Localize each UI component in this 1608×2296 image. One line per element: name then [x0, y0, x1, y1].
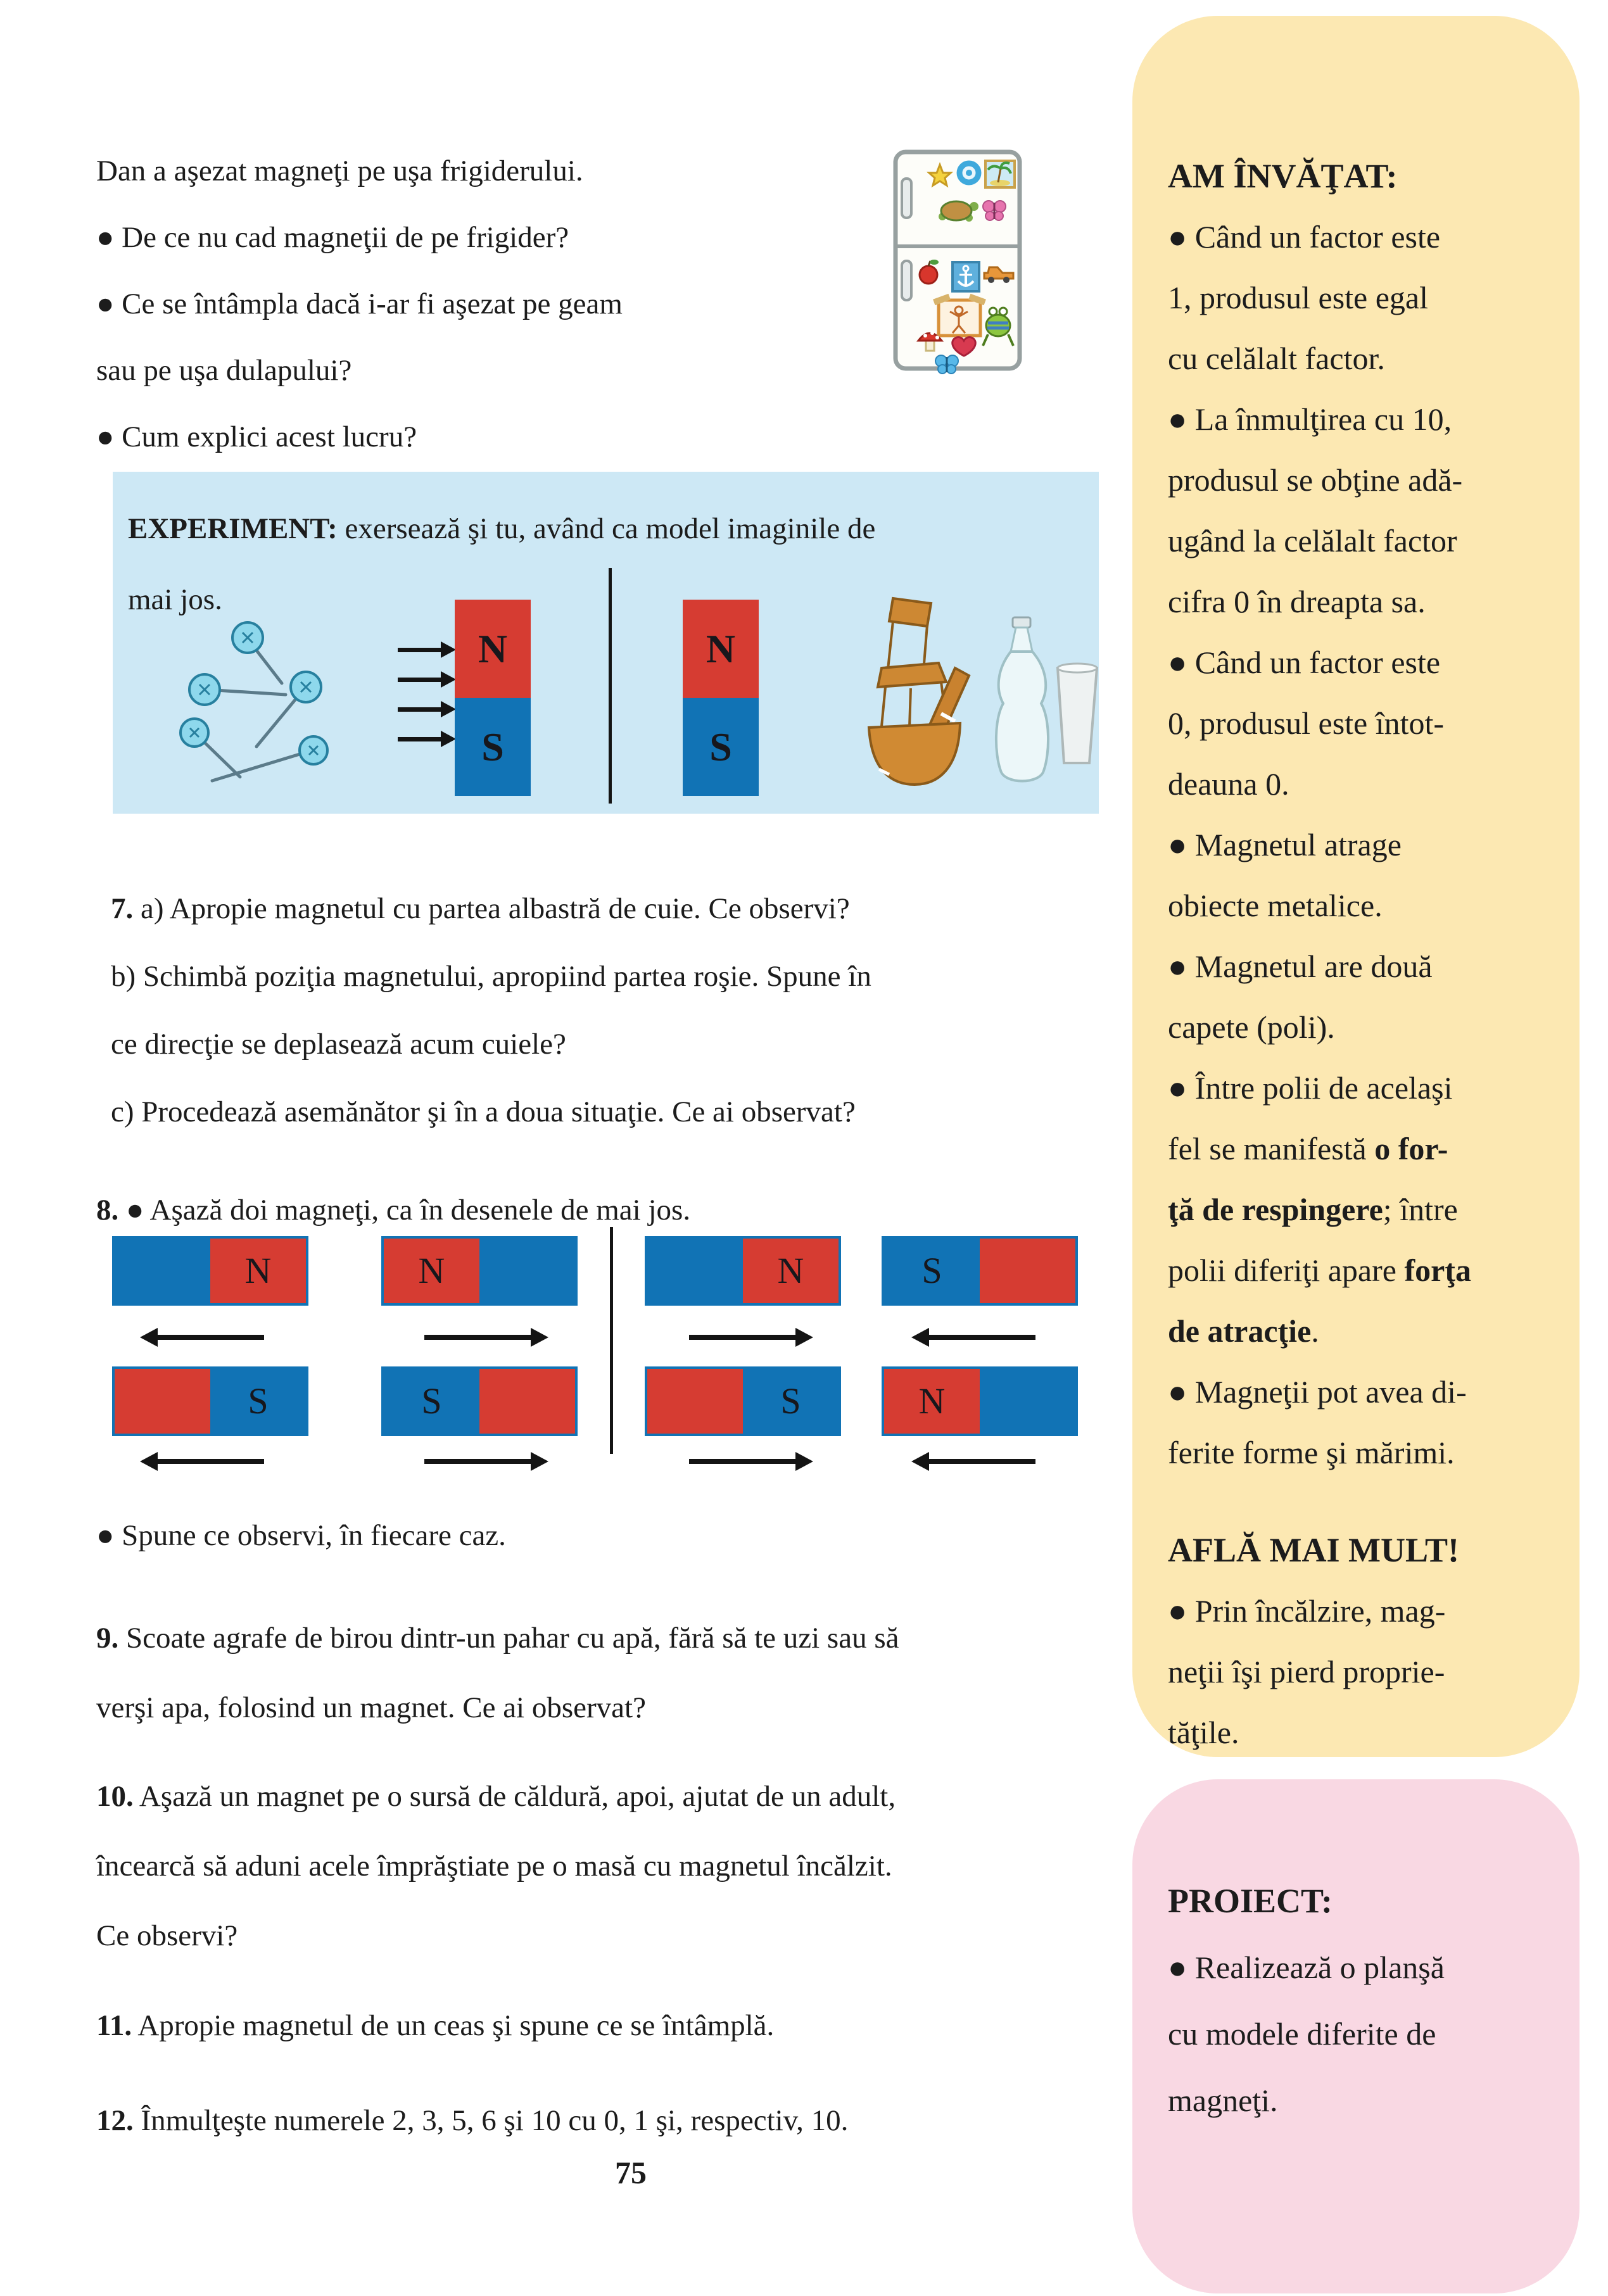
text-line: ce direcţie se deplasează acum cuiele? [111, 1028, 566, 1061]
question-12 [96, 2086, 848, 2155]
text-line: Dan a aşezat magneţi pe uşa frigiderului. [96, 155, 583, 187]
experiment-box [113, 472, 1099, 814]
drawing-pins-illustration [179, 612, 398, 793]
find-out-title: AFLĂ MAI MULT! [1168, 1531, 1460, 1569]
question-7 [111, 875, 871, 1146]
blue-pole-half [479, 1239, 575, 1303]
text-line: ● Ce se întâmpla dacă i-ar fi aşezat pe geam [96, 287, 623, 320]
pole-label: N [478, 626, 508, 671]
text-line: magneţi. [1168, 2083, 1278, 2118]
pole-label: S [780, 1380, 801, 1422]
red-pole-half [115, 1369, 210, 1434]
question-8 [96, 1176, 690, 1244]
arrow-left-icon [156, 1459, 264, 1464]
bar-magnet-vertical [455, 600, 531, 796]
question-9 [96, 1603, 899, 1743]
blue-pole-half [647, 1239, 743, 1303]
blue-pole-half [210, 1369, 306, 1434]
household-objects-illustration [860, 593, 1101, 805]
text-line: 1, produsul este egal [1168, 280, 1429, 315]
bar-magnet [112, 1236, 308, 1306]
arrow-right-icon [424, 1459, 532, 1464]
pole-label: N [418, 1250, 445, 1291]
bar-magnet [882, 1366, 1078, 1436]
arrow-right-icon [689, 1335, 797, 1340]
text-line: neţii îşi pierd proprie- [1168, 1654, 1445, 1689]
arrow-right-icon [398, 678, 442, 682]
project-lines [1168, 1934, 1552, 2134]
text-line: ● La înmulţirea cu 10, [1168, 401, 1452, 437]
arrow-right-icon [424, 1335, 532, 1340]
text-line: Ce observi? [96, 1919, 238, 1952]
text-line: capete (poli). [1168, 1009, 1335, 1045]
blue-pole-half [980, 1369, 1075, 1434]
blue-pole-half [743, 1369, 839, 1434]
text-line: ferite forme şi mărimi. [1168, 1435, 1455, 1470]
plastic-bottle-icon [996, 617, 1048, 781]
text-line: ● Prin încălzire, mag- [1168, 1593, 1446, 1629]
text-line: cu celălalt factor. [1168, 341, 1385, 376]
text-line: verşi apa, folosind un magnet. Ce ai observat? [96, 1691, 646, 1724]
arrow-right-icon [398, 648, 442, 652]
pole-label: N [918, 1380, 946, 1422]
text-line: cifra 0 în dreapta sa. [1168, 584, 1426, 619]
text-line: 12. Înmulţeşte numerele 2, 3, 5, 6 şi 10 cu 0, 1 şi, respectiv, 10. [96, 2104, 849, 2137]
pole-label: S [481, 724, 504, 769]
text-line: ● De ce nu cad magneţii de pe frigider? [96, 221, 569, 254]
text-line: fel se manifestă o for- [1168, 1131, 1448, 1166]
arrow-right-icon [689, 1459, 797, 1464]
blue-butterfly-magnet-icon [935, 355, 958, 374]
pole-label: S [248, 1380, 269, 1422]
divider-line [610, 1227, 613, 1454]
pole-label: N [777, 1250, 804, 1291]
text-line: ● Magnetul are două [1168, 949, 1433, 984]
arrow-right-icon [398, 737, 442, 741]
bar-magnet [112, 1366, 308, 1436]
observe-note [96, 1502, 506, 1570]
south-pole [683, 698, 759, 796]
text-line: ● Spune ce observi, în fiecare caz. [96, 1519, 506, 1552]
text-line: produsul se obţine adă- [1168, 462, 1463, 498]
text-line: ● Când un factor este [1168, 645, 1441, 680]
text-line: tăţile. [1168, 1715, 1239, 1750]
text-line: cu modele diferite de [1168, 2016, 1436, 2052]
red-pole-half [210, 1239, 306, 1303]
text-line: ţă de respingere; între [1168, 1192, 1458, 1227]
north-pole [683, 600, 759, 698]
glass-icon [1058, 664, 1097, 763]
project-title: PROIECT: [1168, 1882, 1333, 1920]
text-line: sau pe uşa dulapului? [96, 354, 352, 387]
text-line: ● Magnetul atrage [1168, 827, 1402, 862]
divider-line [609, 568, 612, 804]
house-picture-magnet-icon [933, 294, 986, 336]
text-line: de atracţie. [1168, 1313, 1319, 1349]
text-line: ● Magneţii pot avea di- [1168, 1374, 1467, 1410]
text-line: c) Procedează asemănător şi în a doua situaţie. Ce ai observat? [111, 1095, 856, 1128]
red-pole-half [384, 1239, 479, 1303]
text-line: ● Când un factor este [1168, 219, 1441, 255]
bar-magnet [645, 1366, 841, 1436]
text-line: 10. Aşază un magnet pe o sursă de căldură, apoi, ajutat de un adult, [96, 1780, 896, 1813]
text-line: 0, produsul este întot- [1168, 705, 1445, 741]
south-pole [455, 698, 531, 796]
text-line: ugând la celălalt factor [1168, 523, 1457, 558]
red-pole-half [884, 1369, 980, 1434]
red-pole-half [479, 1369, 575, 1434]
text-line: EXPERIMENT: exersează şi tu, având ca model imaginile de [128, 512, 876, 545]
red-pole-half [647, 1369, 743, 1434]
sidebar-learned-panel [1132, 16, 1580, 1757]
bar-magnet [381, 1366, 578, 1436]
arrow-right-icon [398, 707, 442, 712]
text-line: obiecte metalice. [1168, 888, 1383, 923]
text-line: deauna 0. [1168, 766, 1289, 802]
sidebar-project-panel [1132, 1779, 1580, 2293]
intro-paragraph [96, 138, 623, 470]
red-pole-half [743, 1239, 839, 1303]
palm-picture-magnet-icon [985, 161, 1015, 187]
question-11 [96, 1991, 774, 2060]
arrow-left-icon [928, 1459, 1035, 1464]
ring-magnet-icon [959, 163, 978, 182]
red-pole-half [980, 1239, 1075, 1303]
north-pole [455, 600, 531, 698]
anchor-picture-magnet-icon [953, 262, 979, 291]
text-line: ● Cum explici acest lucru? [96, 420, 417, 453]
text-line: ● Între polii de acelaşi [1168, 1070, 1453, 1106]
text-line: ● Realizează o planşă [1168, 1950, 1445, 1985]
blue-pole-half [115, 1239, 210, 1303]
find-out-lines [1168, 1580, 1552, 1763]
bar-magnet [645, 1236, 841, 1306]
text-line: 8. ● Aşază doi magneţi, ca în desenele de mai jos. [96, 1194, 691, 1227]
pink-butterfly-magnet-icon [983, 201, 1006, 220]
blue-pole-half [384, 1369, 479, 1434]
arrow-left-icon [928, 1335, 1035, 1340]
page-number: 75 [615, 2155, 647, 2190]
pole-label: N [244, 1250, 272, 1291]
text-line: b) Schimbă poziţia magnetului, apropiind partea roşie. Spune în [111, 960, 871, 993]
bar-magnet [882, 1236, 1078, 1306]
text-line: încearcă să aduni acele împrăştiate pe o masă cu magnetul încălzit. [96, 1850, 892, 1883]
bar-magnet [381, 1236, 578, 1306]
pole-label: S [709, 724, 732, 769]
bar-magnet-vertical [683, 600, 759, 796]
pole-label: S [421, 1380, 442, 1422]
learned-lines [1168, 206, 1552, 1483]
text-line: 7. a) Apropie magnetul cu partea albastră de cuie. Ce observi? [111, 892, 850, 925]
mortar-bowl-icon [869, 723, 960, 785]
question-10 [96, 1762, 896, 1971]
text-line: mai jos. [128, 583, 222, 616]
text-line: 11. Apropie magnetul de un ceas şi spune ce se întâmplă. [96, 2009, 775, 2042]
learned-title: AM ÎNVĂŢAT: [1168, 157, 1398, 195]
blue-pole-half [884, 1239, 980, 1303]
pole-label: N [706, 626, 736, 671]
arrow-left-icon [156, 1335, 264, 1340]
text-line: polii diferiţi apare forţa [1168, 1252, 1471, 1288]
text-line: 9. Scoate agrafe de birou dintr-un pahar cu apă, fără să te uzi sau să [96, 1622, 899, 1655]
pole-label: S [921, 1250, 942, 1291]
fridge-illustration [888, 143, 1035, 376]
